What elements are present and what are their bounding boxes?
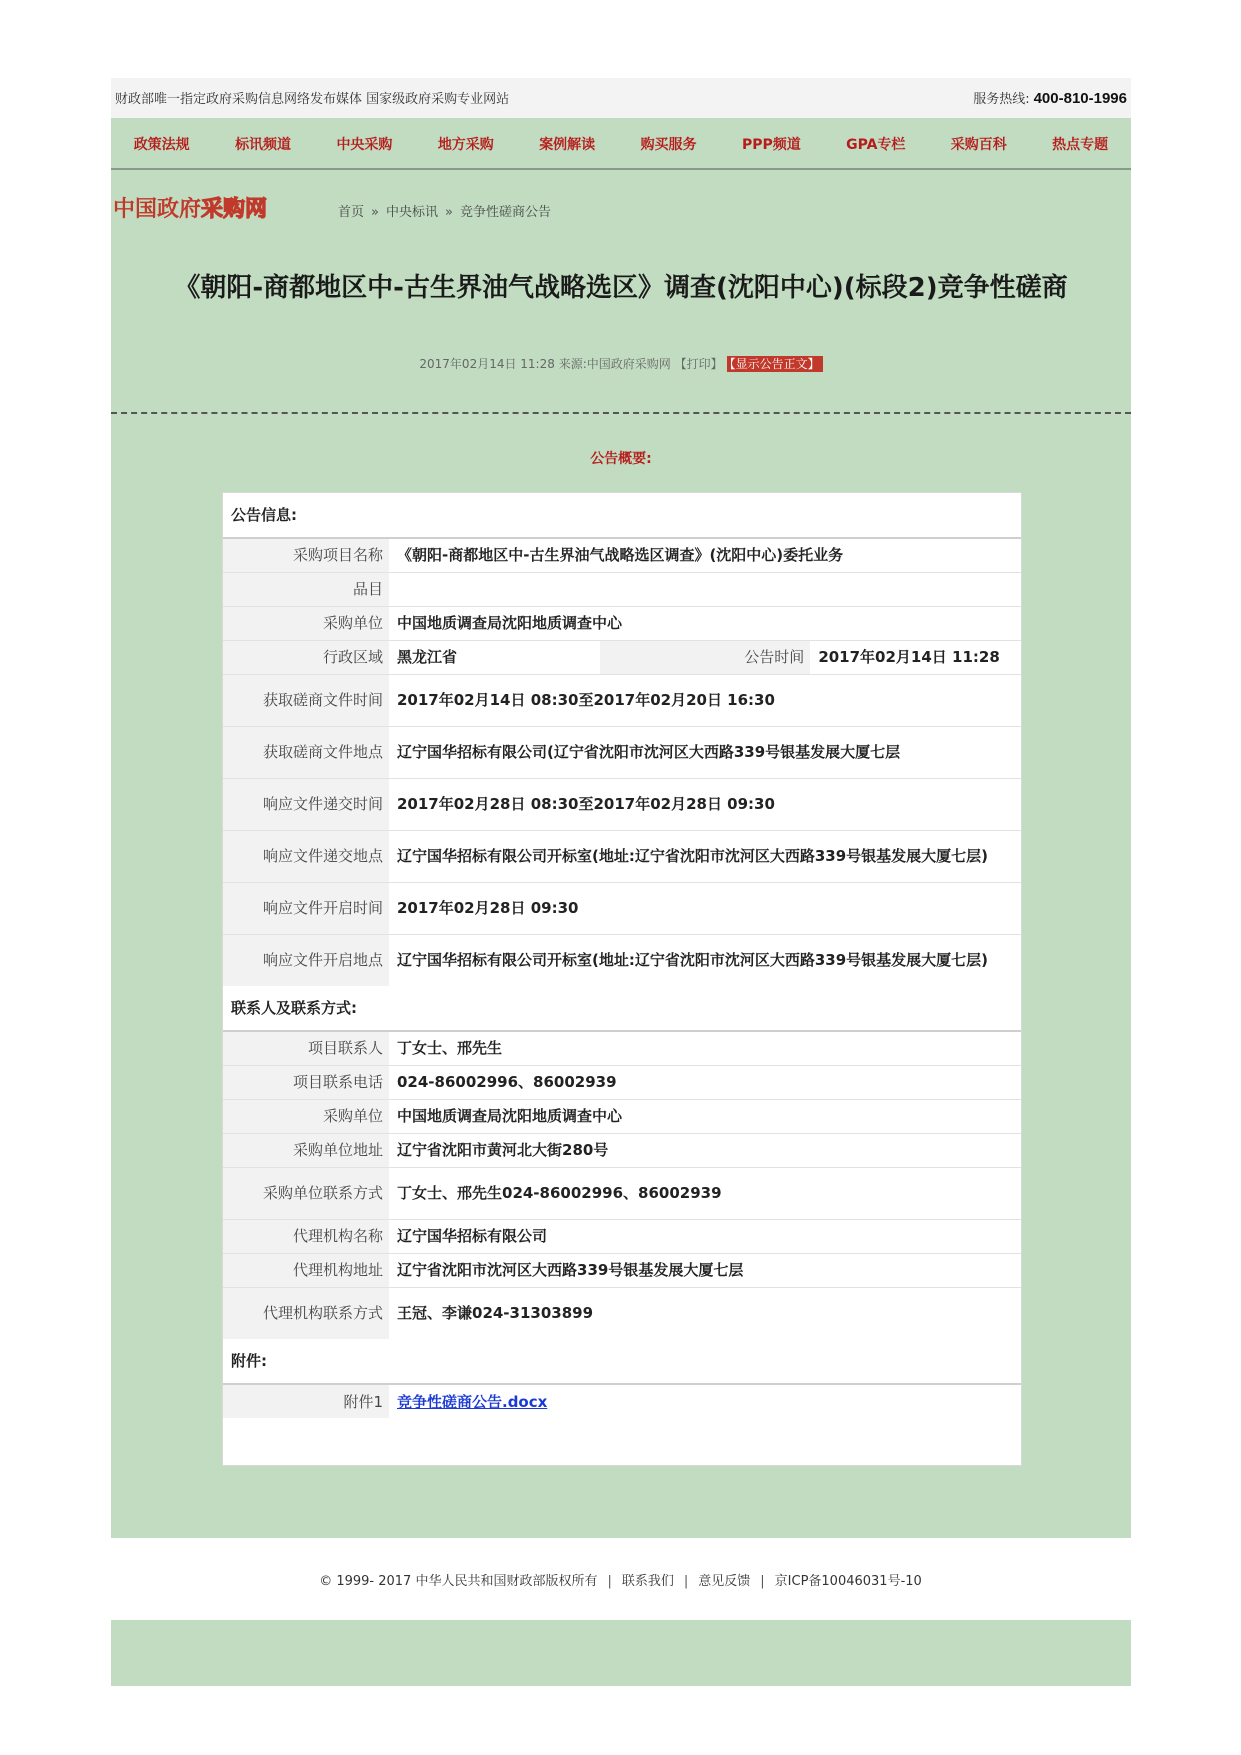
contact-person: 丁女士、邢先生	[397, 1039, 503, 1058]
nav-item-topics[interactable]: 热点专题	[1052, 137, 1109, 153]
table-row	[223, 778, 1021, 830]
nav-item-local[interactable]: 地方采购	[437, 137, 494, 153]
nav-item-cases[interactable]: 案例解读	[539, 137, 596, 153]
table-row	[223, 726, 1021, 778]
nav-item-wiki[interactable]: 采购百科	[950, 137, 1007, 153]
attachment-link[interactable]: 竞争性磋商公告.docx	[397, 1392, 548, 1411]
table-row	[223, 1384, 1021, 1418]
main-nav	[111, 118, 1131, 170]
region: 黑龙江省	[397, 648, 458, 666]
table-row	[223, 1253, 1021, 1287]
breadcrumb-sep: »	[371, 205, 379, 220]
nav-item-services[interactable]: 购买服务	[640, 137, 697, 153]
cell-label: 采购单位地址	[223, 1133, 389, 1167]
table-row	[223, 538, 1021, 572]
nav-item-gpa[interactable]: GPA专栏	[846, 137, 906, 153]
buyer-address: 辽宁省沈阳市黄河北大街280号	[397, 1141, 609, 1159]
table-row	[223, 1219, 1021, 1253]
cell-label: 响应文件开启地点	[223, 934, 389, 986]
cell-label: 代理机构联系方式	[223, 1287, 389, 1339]
breadcrumb-central[interactable]: 中央标讯	[385, 205, 438, 220]
cell-label: 获取磋商文件地点	[223, 726, 389, 778]
section-attachments: 附件:	[231, 1352, 267, 1370]
breadcrumb	[338, 201, 551, 220]
icp-number: 京ICP备10046031号-10	[774, 1574, 922, 1589]
contact-phone: 024-86002996、86002939	[397, 1073, 617, 1091]
logo-text-outline: 采购网	[201, 196, 268, 222]
doc-place: 辽宁国华招标有限公司(辽宁省沈阳市沈河区大西路339号银基发展大厦七层	[397, 743, 901, 761]
table-row	[223, 1133, 1021, 1167]
cell-label: 附件1	[223, 1384, 389, 1418]
table-row	[223, 674, 1021, 726]
table-row	[223, 640, 1021, 674]
table-row	[223, 1065, 1021, 1099]
table-row	[223, 1167, 1021, 1219]
cell-label: 采购项目名称	[223, 538, 389, 572]
source: 来源:中国政府采购网	[558, 357, 671, 371]
agency-address: 辽宁省沈阳市沈河区大西路339号银基发展大厦七层	[397, 1261, 744, 1279]
table-row	[223, 606, 1021, 640]
submit-place: 辽宁国华招标有限公司开标室(地址:辽宁省沈阳市沈河区大西路339号银基发展大厦七层)	[397, 847, 989, 865]
project-name: 《朝阳-商都地区中-古生界油气战略选区调查》(沈阳中心)委托业务	[397, 546, 844, 565]
breadcrumb-sep: »	[445, 205, 453, 220]
buyer: 中国地质调查局沈阳地质调查中心	[397, 614, 623, 632]
table-row	[223, 1099, 1021, 1133]
section-contact: 联系人及联系方式:	[231, 999, 357, 1017]
hotline-number: 400-810-1996	[1033, 90, 1127, 107]
top-strip	[111, 78, 1131, 118]
buyer-contact: 丁女士、邢先生024-86002996、86002939	[397, 1184, 722, 1202]
footer: © 1999- 2017 中华人民共和国财政部版权所有 | 联系我们 | 意见反馈 | 京ICP备10046031号-10	[319, 1574, 922, 1589]
cell-label: 品目	[223, 572, 389, 606]
print-link[interactable]: 【打印】	[674, 357, 723, 371]
cell-label: 项目联系人	[223, 1031, 389, 1065]
bottom-band	[111, 1620, 1131, 1686]
cell-label: 获取磋商文件时间	[223, 674, 389, 726]
nav-item-policy[interactable]: 政策法规	[133, 137, 190, 153]
site-logo[interactable]	[113, 192, 267, 223]
pub-time: 2017年02月14日 11:28	[818, 648, 1000, 666]
cell-label: 代理机构地址	[223, 1253, 389, 1287]
cell-label: 响应文件递交时间	[223, 778, 389, 830]
cell-label: 采购单位	[223, 606, 389, 640]
summary-title: 公告概要:	[590, 451, 652, 467]
agency-name: 辽宁国华招标有限公司	[397, 1227, 548, 1245]
contact-table	[223, 1030, 1021, 1339]
show-notice-button[interactable]: 【显示公告正文】	[727, 356, 823, 372]
table-row	[223, 1031, 1021, 1065]
hotline-label: 服务热线:	[973, 92, 1030, 107]
open-place: 辽宁国华招标有限公司开标室(地址:辽宁省沈阳市沈河区大西路339号银基发展大厦七层)	[397, 951, 989, 970]
page-title: 《朝阳-商都地区中-古生界油气战略选区》调查(沈阳中心)(标段2)竞争性磋商	[174, 273, 1068, 303]
open-time: 2017年02月28日 09:30	[397, 899, 579, 917]
buyer-name: 中国地质调查局沈阳地质调查中心	[397, 1107, 623, 1125]
cell-label: 代理机构名称	[223, 1219, 389, 1253]
article-meta	[111, 355, 1131, 372]
copyright: © 1999- 2017 中华人民共和国财政部版权所有	[319, 1574, 598, 1589]
table-row	[223, 882, 1021, 934]
agency-contact: 王冠、李谦024-31303899	[397, 1304, 594, 1323]
notice-info-panel	[222, 492, 1022, 1466]
nav-item-bids[interactable]: 标讯频道	[235, 137, 292, 153]
doc-time: 2017年02月14日 08:30至2017年02月20日 16:30	[397, 691, 775, 709]
nav-item-ppp[interactable]: PPP频道	[741, 137, 801, 153]
contact-us-link[interactable]: 联系我们	[621, 1574, 674, 1589]
table-row	[223, 572, 1021, 606]
notice-info-table	[223, 537, 1021, 986]
table-row	[223, 1287, 1021, 1339]
cell-label: 响应文件开启时间	[223, 882, 389, 934]
main-content	[111, 170, 1131, 1538]
nav-item-central[interactable]: 中央采购	[336, 137, 393, 153]
logo-text-red: 中国政府	[113, 196, 202, 222]
hotline	[973, 88, 1127, 107]
submit-time: 2017年02月28日 08:30至2017年02月28日 09:30	[397, 795, 775, 813]
cell-label: 行政区域	[223, 640, 389, 674]
table-row	[223, 830, 1021, 882]
feedback-link[interactable]: 意见反馈	[698, 1574, 751, 1589]
breadcrumb-current: 竞争性磋商公告	[459, 205, 551, 220]
cell-label: 采购单位	[223, 1099, 389, 1133]
cell-label: 项目联系电话	[223, 1065, 389, 1099]
site-slogan: 财政部唯一指定政府采购信息网络发布媒体 国家级政府采购专业网站	[115, 92, 510, 107]
dashed-divider	[111, 412, 1131, 414]
cell-label: 响应文件递交地点	[223, 830, 389, 882]
table-row	[223, 934, 1021, 986]
publish-datetime: 2017年02月14日 11:28	[419, 357, 555, 371]
cell-label: 公告时间	[600, 640, 811, 674]
attachment-table	[223, 1383, 1021, 1418]
section-notice-info: 公告信息:	[231, 506, 297, 524]
breadcrumb-home[interactable]: 首页	[338, 205, 365, 220]
cell-label: 采购单位联系方式	[223, 1167, 389, 1219]
category	[389, 572, 1021, 606]
